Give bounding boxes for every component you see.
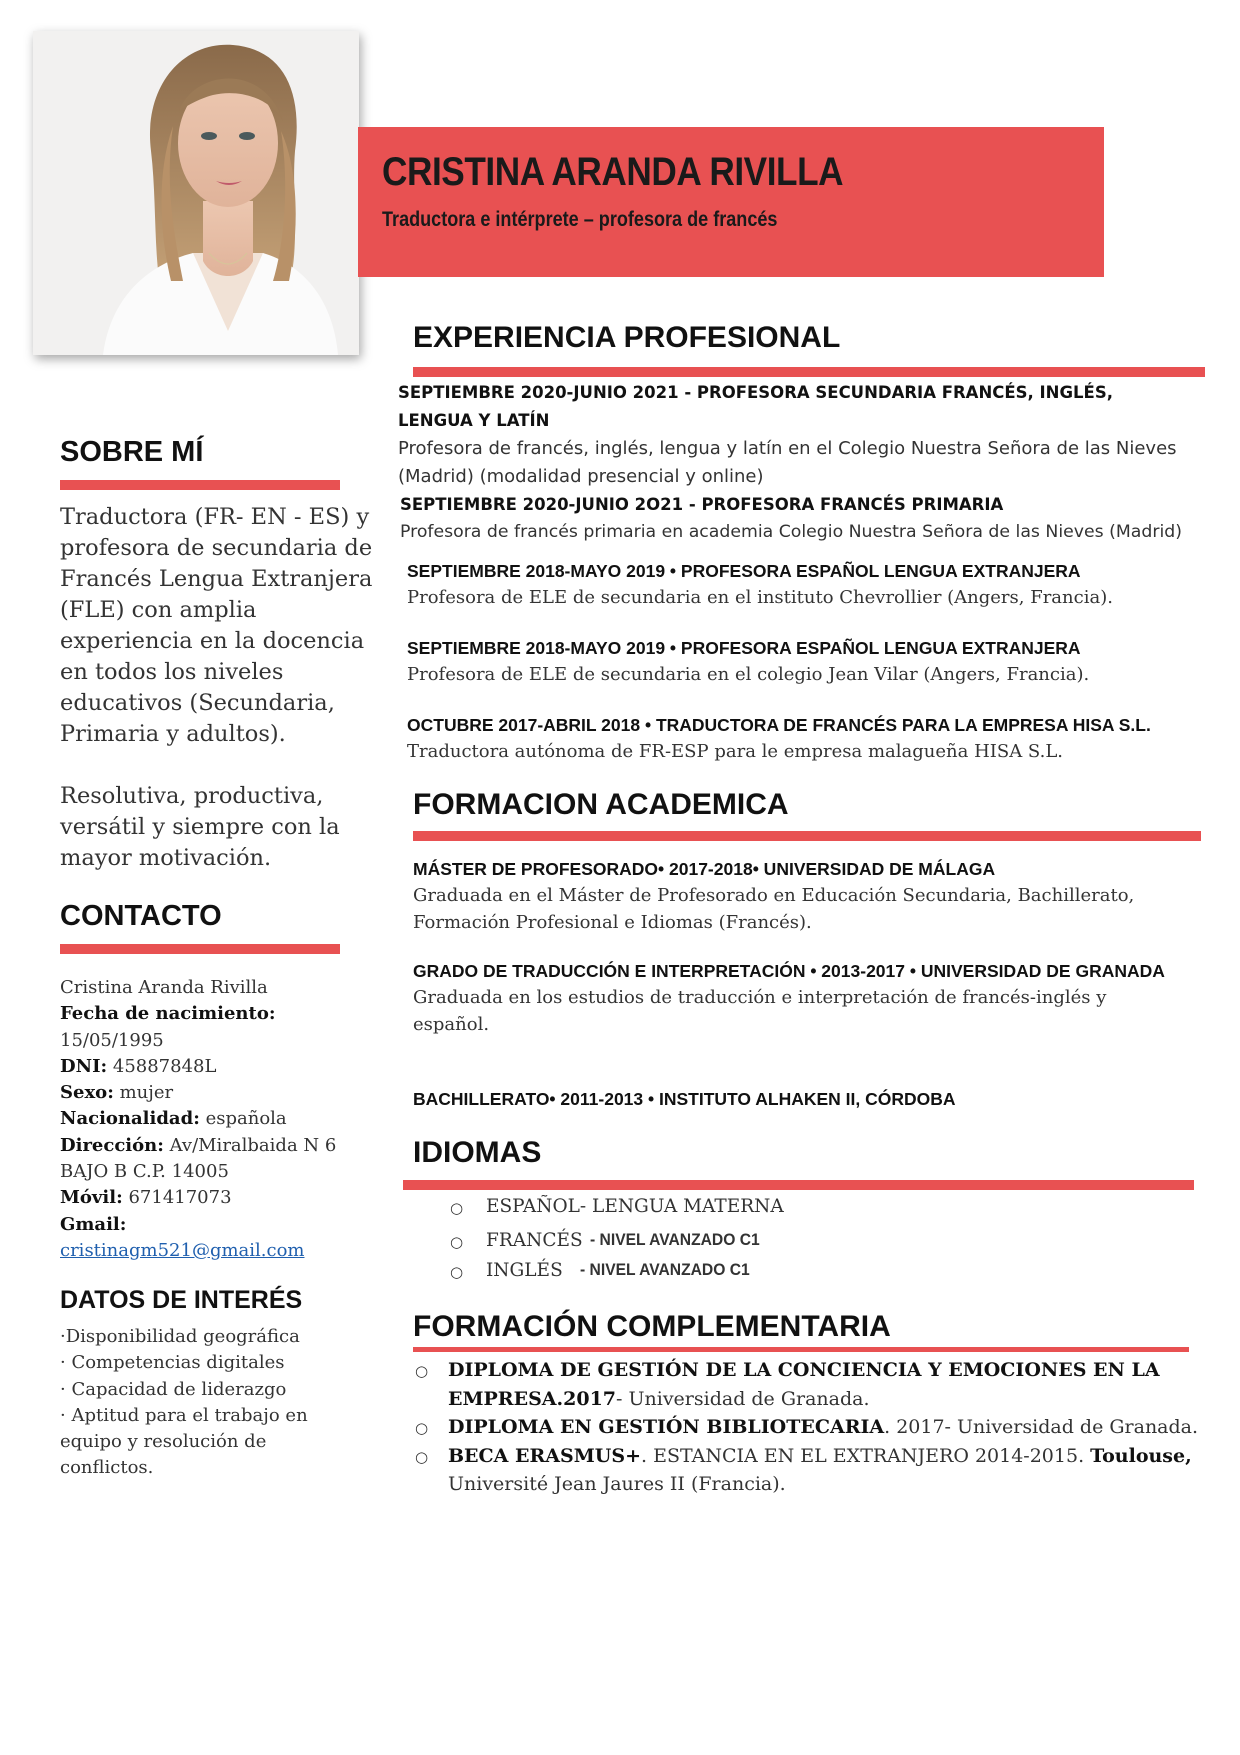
experience-desc: Profesora de francés, inglés, lengua y latín en el Colegio Nuestra Señora de las Nieves (Madrid) (modalidad presencial y online) bbox=[398, 438, 1177, 487]
contact-name: Cristina Aranda Rivilla bbox=[60, 977, 268, 998]
language-name: FRANCÉS bbox=[486, 1230, 583, 1251]
nacionalidad-label: Nacionalidad bbox=[60, 1108, 194, 1130]
datos-heading: DATOS DE INTERÉS bbox=[60, 1286, 303, 1314]
experience-desc: Profesora de ELE de secundaria en el colegio Jean Vilar (Angers, Francia). bbox=[407, 664, 1090, 685]
experience-title: OCTUBRE 2017-ABRIL 2018 • TRADUCTORA DE FRANCÉS PARA LA EMPRESA HISA S.L. bbox=[407, 715, 1151, 735]
nacionalidad-value: española bbox=[205, 1108, 287, 1130]
complementaria-heading: FORMACIÓN COMPLEMENTARIA bbox=[413, 1310, 891, 1343]
experience-entry-5 bbox=[407, 712, 1187, 765]
contact-movil: Móvil: 671417073 bbox=[60, 1187, 232, 1209]
contact-nacionalidad: Nacionalidad: española bbox=[60, 1108, 287, 1130]
datos-item: · Competencias digitales bbox=[60, 1352, 285, 1374]
contact-direccion: Dirección: Av/Miralbaida N 6 BAJO B C.P. 14005 bbox=[60, 1134, 337, 1183]
experience-title: SEPTIEMBRE 2018-MAYO 2019 • PROFESORA ESPAÑOL LENGUA EXTRANJERA bbox=[407, 638, 1081, 658]
complementaria-rest: . 2017- Universidad de Granada. bbox=[884, 1416, 1199, 1438]
language-level: - NIVEL AVANZADO C1 bbox=[590, 1230, 760, 1249]
sobre-mi-paragraph-2: Resolutiva, productiva, versátil y siempre con la mayor motivación. bbox=[60, 783, 340, 871]
formacion-heading: FORMACION ACADEMICA bbox=[413, 788, 789, 821]
complementaria-list bbox=[415, 1356, 1205, 1499]
idiomas-heading: IDIOMAS bbox=[413, 1136, 542, 1169]
experience-entry-3 bbox=[407, 558, 1207, 611]
complementaria-bold: BECA ERASMUS+ bbox=[448, 1444, 641, 1467]
sexo-label: Sexo bbox=[60, 1082, 108, 1104]
experiencia-heading: EXPERIENCIA PROFESIONAL bbox=[413, 321, 841, 354]
circle-bullet-icon: ○ bbox=[450, 1199, 464, 1217]
formacion-title: BACHILLERATO• 2011-2013 • INSTITUTO ALHAKEN II, CÓRDOBA bbox=[413, 1089, 956, 1109]
formacion-desc: Graduada en el Máster de Profesorado en Educación Secundaria, Bachillerato, Formación Profesional e Idiomas (Francés). bbox=[413, 885, 1135, 933]
portrait-image bbox=[33, 31, 359, 355]
contact-block bbox=[60, 975, 370, 1264]
language-name: INGLÉS bbox=[486, 1260, 563, 1281]
experience-entry-4 bbox=[407, 635, 1207, 688]
datos-item: · Aptitud para el trabajo en equipo y resolución de conflictos. bbox=[60, 1404, 308, 1479]
complementaria-item bbox=[415, 1442, 1205, 1499]
movil-label: Móvil bbox=[60, 1187, 117, 1209]
language-name: ESPAÑOL- LENGUA MATERNA bbox=[486, 1196, 784, 1217]
formacion-divider bbox=[413, 831, 1201, 841]
contact-sexo: Sexo: mujer bbox=[60, 1082, 174, 1104]
sexo-value: mujer bbox=[119, 1082, 174, 1104]
language-level: - NIVEL AVANZADO C1 bbox=[580, 1260, 750, 1279]
experiencia-divider bbox=[413, 367, 1205, 377]
movil-value: 671417073 bbox=[128, 1187, 232, 1209]
gmail-label: Gmail bbox=[60, 1213, 120, 1235]
circle-bullet-icon: ○ bbox=[415, 1362, 429, 1380]
complementaria-rest-2: Université Jean Jaures II (Francia). bbox=[448, 1473, 786, 1495]
contact-dni: DNI: 45887848L bbox=[60, 1055, 217, 1077]
contacto-heading: CONTACTO bbox=[60, 900, 222, 932]
complementaria-rest: . ESTANCIA EN EL EXTRANJERO 2014-2015. bbox=[641, 1444, 1085, 1467]
datos-item: ·Disponibilidad geográfica bbox=[60, 1326, 300, 1347]
formacion-title: MÁSTER DE PROFESORADO• 2017-2018• UNIVERSIDAD DE MÁLAGA bbox=[413, 859, 996, 879]
dni-value: 45887848L bbox=[112, 1055, 217, 1077]
dni-label: DNI bbox=[60, 1055, 101, 1077]
idiomas-divider bbox=[403, 1180, 1194, 1190]
formacion-title: GRADO DE TRADUCCIÓN E INTERPRETACIÓN • 2013-2017 • UNIVERSIDAD DE GRANADA bbox=[413, 961, 1165, 981]
circle-bullet-icon: ○ bbox=[415, 1447, 429, 1466]
direccion-label: Dirección bbox=[60, 1134, 158, 1156]
birth-label: Fecha de nacimiento bbox=[60, 1003, 269, 1025]
datos-list bbox=[60, 1324, 360, 1482]
formacion-entry-1 bbox=[413, 856, 1193, 936]
complementaria-divider bbox=[413, 1347, 1189, 1352]
formacion-entry-3 bbox=[413, 1086, 1193, 1112]
circle-bullet-icon: ○ bbox=[450, 1233, 464, 1251]
complementaria-rest: - Universidad de Granada. bbox=[616, 1387, 870, 1410]
experience-entry-2 bbox=[400, 492, 1230, 546]
experience-title: SEPTIEMBRE 2018-MAYO 2019 • PROFESORA ESPAÑOL LENGUA EXTRANJERA bbox=[407, 561, 1081, 581]
contact-gmail: Gmail: bbox=[60, 1213, 127, 1235]
sobre-mi-divider bbox=[60, 480, 340, 490]
contacto-divider bbox=[60, 944, 340, 954]
complementaria-item bbox=[415, 1413, 1205, 1442]
birth-value: 15/05/1995 bbox=[60, 1029, 164, 1051]
experience-title: SEPTIEMBRE 2020-JUNIO 2O21 - PROFESORA FRANCÉS PRIMARIA bbox=[400, 495, 1004, 514]
contact-birth: Fecha de nacimiento: bbox=[60, 1003, 276, 1025]
experience-desc: Profesora de francés primaria en academia Colegio Nuestra Señora de las Nieves (Madrid) bbox=[400, 522, 1182, 542]
experience-desc: Traductora autónoma de FR-ESP para le empresa malagueña HISA S.L. bbox=[407, 741, 1064, 762]
circle-bullet-icon: ○ bbox=[415, 1419, 429, 1437]
circle-bullet-icon: ○ bbox=[450, 1263, 464, 1281]
complementaria-bold: DIPLOMA DE GESTIÓN DE LA CONCIENCIA Y EMOCIONES EN LA EMPRESA.2017 bbox=[448, 1359, 1160, 1410]
profile-photo bbox=[33, 31, 359, 355]
datos-item: · Capacidad de liderazgo bbox=[60, 1378, 287, 1400]
experience-desc: Profesora de ELE de secundaria en el instituto Chevrollier (Angers, Francia). bbox=[407, 587, 1113, 608]
complementaria-item bbox=[415, 1356, 1205, 1413]
complementaria-bold-2: Toulouse, bbox=[1090, 1444, 1192, 1467]
formacion-entry-2 bbox=[413, 958, 1173, 1038]
direccion-value: Av/Miralbaida N 6 BAJO B C.P. 14005 bbox=[60, 1134, 337, 1183]
complementaria-bold: DIPLOMA EN GESTIÓN BIBLIOTECARIA bbox=[448, 1416, 885, 1438]
sobre-mi-heading: SOBRE MÍ bbox=[60, 436, 204, 468]
candidate-subtitle: Traductora e intérprete – profesora de francés bbox=[382, 208, 778, 231]
sobre-mi-text bbox=[60, 502, 385, 874]
experience-entry-1 bbox=[398, 379, 1198, 491]
experience-title: SEPTIEMBRE 2020-JUNIO 2021 - PROFESORA SECUNDARIA FRANCÉS, INGLÉS, LENGUA Y LATÍN bbox=[398, 383, 1113, 430]
email-link[interactable]: cristinagm521@gmail.com bbox=[60, 1239, 305, 1261]
sobre-mi-paragraph-1: Traductora (FR- EN - ES) y profesora de secundaria de Francés Lengua Extranjera (FLE) con amplia experiencia en la docencia en todos los niveles educativos (Secundaria, Primaria y adultos). bbox=[60, 504, 373, 747]
candidate-name: CRISTINA ARANDA RIVILLA bbox=[382, 150, 844, 194]
formacion-desc: Graduada en los estudios de traducción e interpretación de francés-inglés y español. bbox=[413, 987, 1107, 1035]
